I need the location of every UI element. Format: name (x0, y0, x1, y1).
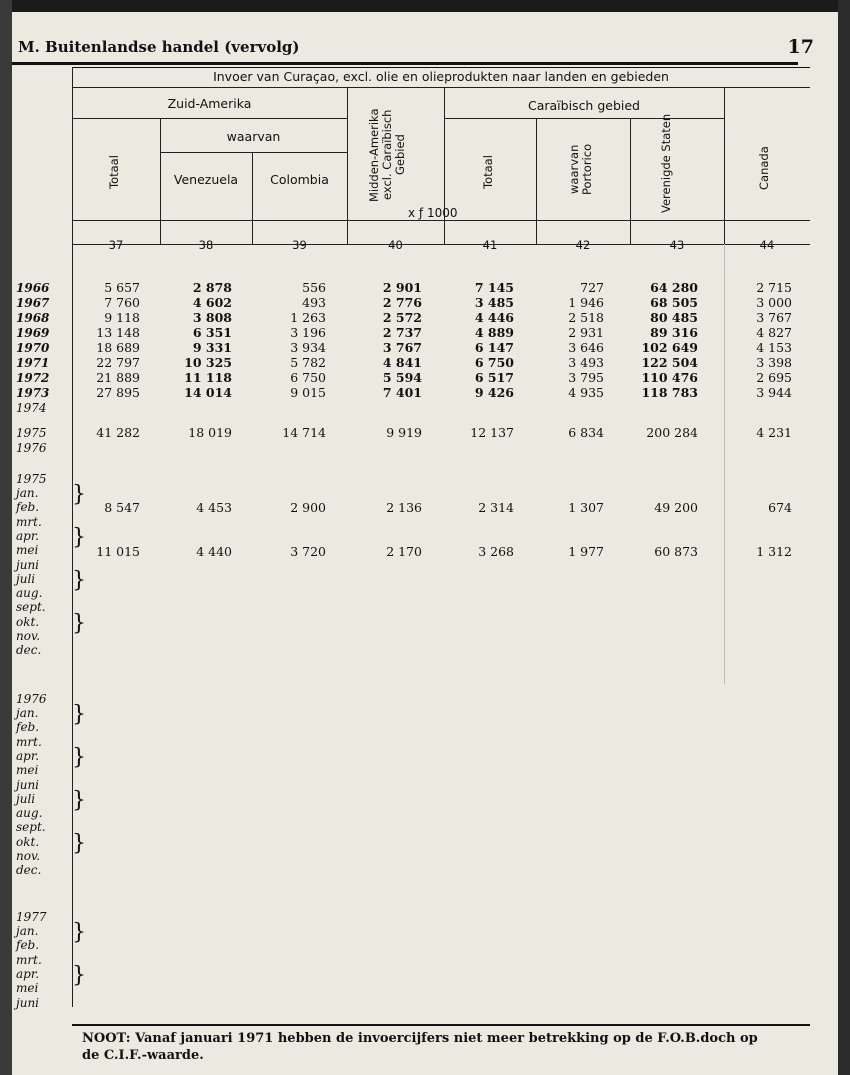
colnum-41: 41 (482, 238, 498, 252)
table-cell: 2 737 (382, 325, 422, 340)
table-cell: 9 118 (104, 310, 140, 325)
table-cell: 3 808 (192, 310, 232, 325)
heading-totaal-sa: Totaal (107, 155, 121, 189)
month-label: feb. (16, 938, 40, 953)
month-label: okt. (16, 834, 40, 849)
table-cell: 2 776 (382, 295, 422, 310)
table-cell: 6 750 (290, 370, 326, 385)
table-cell: 2 901 (382, 280, 422, 295)
table-cell: 3 944 (756, 385, 792, 400)
table-cell: 674 (768, 500, 792, 515)
table-cell: 3 485 (474, 295, 514, 310)
colnum-38: 38 (198, 238, 214, 252)
table-cell: 4 602 (192, 295, 232, 310)
table-cell: 2 931 (568, 325, 604, 340)
table-cell: 4 889 (474, 325, 514, 340)
heading-rule (72, 87, 810, 88)
table-cell: 4 841 (382, 355, 422, 370)
month-label: jan. (16, 924, 39, 938)
year-label: 1968 (16, 311, 50, 325)
col-sep-5 (536, 118, 537, 244)
table-cell: 7 145 (474, 280, 514, 295)
table-cell: 60 873 (654, 544, 698, 559)
month-label: mei (16, 981, 39, 996)
year-label: 1966 (16, 281, 50, 295)
quarter-brace: } (72, 482, 86, 507)
col-sep-6 (630, 118, 631, 244)
month-label: nov. (16, 849, 41, 863)
table-cell: 1 946 (568, 295, 604, 310)
table-cell: 122 504 (641, 355, 698, 370)
heading-canada: Canada (757, 146, 771, 190)
month-label: okt. (16, 614, 40, 629)
page-title: M. Buitenlandse handel (vervolg) (18, 38, 300, 56)
month-label: juli (16, 791, 36, 806)
sa-group-rule (72, 118, 347, 119)
table-cell: 10 325 (184, 355, 232, 370)
table-cell: 200 284 (646, 425, 698, 440)
table-cell: 1 312 (756, 544, 792, 559)
table-cell: 41 282 (96, 425, 140, 440)
month-label: dec. (16, 863, 42, 878)
quarter-brace: } (72, 787, 86, 813)
table-cell: 3 268 (478, 544, 514, 559)
table-cell: 4 827 (756, 325, 792, 340)
quarter-brace: } (72, 524, 86, 550)
main-heading: Invoer van Curaçao, excl. olie en olieprodukten naar landen en gebieden (213, 69, 669, 84)
unit-label: x ƒ 1000 (408, 206, 458, 220)
table-cell: 1 263 (290, 310, 326, 325)
month-label: aug. (16, 586, 43, 601)
quarter-brace: } (72, 702, 86, 727)
table-cell: 4 935 (568, 385, 604, 400)
month-label: jan. (16, 706, 39, 720)
quarter-brace: } (72, 567, 86, 593)
header-bottom-rule (72, 220, 810, 221)
table-cell: 2 518 (568, 310, 604, 325)
bottom-rule (72, 1024, 810, 1026)
month-label: juli (16, 571, 36, 586)
table-cell: 27 895 (96, 385, 140, 400)
heading-caribbean: Caraïbisch gebied (527, 98, 640, 113)
month-label: apr. (16, 966, 40, 981)
year-label: 1973 (16, 386, 50, 400)
colnum-40: 40 (388, 238, 403, 252)
scan-edge-right (838, 0, 850, 1075)
table-cell: 5 657 (104, 280, 140, 295)
table-cell: 2 136 (386, 500, 422, 515)
month-label: mrt. (16, 952, 42, 967)
month-label: jan. (16, 486, 39, 500)
table-cell: 64 280 (650, 280, 698, 295)
heading-verenigde-staten: Verenigde Staten (659, 113, 673, 213)
table-cell: 14 014 (184, 385, 232, 400)
month-block-year: 1977 (16, 910, 47, 924)
table-cell: 12 137 (470, 425, 514, 440)
table-cell: 9 015 (290, 385, 326, 400)
table-cell: 18 019 (188, 425, 232, 440)
year-label: 1971 (16, 356, 50, 370)
table-cell: 11 118 (184, 370, 232, 385)
table-cell: 5 594 (382, 370, 422, 385)
heading-venezuela: Venezuela (173, 172, 239, 187)
year-label: 1976 (16, 441, 47, 455)
table-cell: 68 505 (650, 295, 698, 310)
month-label: mrt. (16, 734, 42, 749)
year-label: 1972 (16, 371, 50, 385)
colnum-42: 42 (575, 238, 591, 252)
table-cell: 2 572 (382, 310, 422, 325)
table-cell: 3 398 (756, 355, 792, 370)
table-cell: 6 517 (474, 370, 514, 385)
year-label: 1969 (16, 326, 50, 340)
month-block-year: 1976 (16, 692, 47, 706)
table-cell: 3 795 (568, 370, 604, 385)
quarter-brace: } (72, 962, 86, 988)
year-label: 1970 (16, 341, 50, 355)
table-cell: 2 878 (192, 280, 232, 295)
month-label: feb. (16, 500, 40, 515)
table-cell: 7 401 (382, 385, 422, 400)
month-label: apr. (16, 748, 40, 763)
table-cell: 556 (302, 280, 326, 295)
table-cell: 2 170 (386, 544, 422, 559)
table-cell: 4 446 (474, 310, 514, 325)
heading-waarvan: waarvan (226, 129, 281, 144)
table-cell: 6 750 (474, 355, 514, 370)
table-cell: 3 000 (756, 295, 792, 310)
table-cell: 4 453 (196, 500, 232, 515)
table-cell: 22 797 (96, 355, 140, 370)
heading-totaal-car: Totaal (481, 155, 495, 189)
month-label: mei (16, 763, 39, 778)
quarter-brace: } (72, 610, 86, 636)
heading-south-america: Zuid-Amerika (167, 96, 252, 111)
colnum-37: 37 (108, 238, 124, 252)
footnote: NOOT: Vanaf januari 1971 hebben de invoercijfers niet meer betrekking op de F.O.B.doch op de C.I.F.-waarde. (82, 1031, 758, 1063)
year-label: 1967 (16, 296, 50, 310)
quarter-brace: } (72, 830, 86, 856)
table-cell: 9 919 (386, 425, 422, 440)
table-cell: 6 147 (474, 340, 514, 355)
table-cell: 2 715 (756, 280, 792, 295)
colnum-43: 43 (669, 238, 685, 252)
table-cell: 49 200 (654, 500, 698, 515)
colnum-44: 44 (759, 238, 775, 252)
month-label: juni (16, 995, 40, 1010)
table-cell: 3 196 (290, 325, 326, 340)
table-cell: 80 485 (650, 310, 698, 325)
table-cell: 3 767 (382, 340, 422, 355)
month-label: apr. (16, 528, 40, 543)
month-label: juni (16, 777, 40, 792)
table-cell: 2 900 (290, 500, 326, 515)
col-sep-3 (347, 87, 348, 244)
heading-colombia: Colombia (270, 172, 329, 187)
table-cell: 6 834 (568, 425, 604, 440)
year-label: 1975 (16, 426, 47, 440)
table-cell: 11 015 (96, 544, 140, 559)
waarvan-rule (160, 152, 347, 153)
col-sep-7 (724, 87, 725, 244)
table-cell: 4 153 (756, 340, 792, 355)
table-cell: 3 767 (756, 310, 792, 325)
table-cell: 2 314 (478, 500, 514, 515)
month-label: sept. (16, 820, 46, 835)
table-cell: 3 646 (568, 340, 604, 355)
colnum-39: 39 (292, 238, 307, 252)
table-cell: 14 714 (282, 425, 326, 440)
table-cell: 4 231 (756, 425, 792, 440)
top-rule-thin (72, 67, 810, 68)
year-label: 1974 (16, 401, 47, 415)
month-block-year: 1975 (16, 472, 47, 486)
month-label: mei (16, 543, 39, 558)
table-cell: 21 889 (96, 370, 140, 385)
table-cell: 727 (580, 280, 604, 295)
page-number: 17 (787, 36, 814, 58)
table-cell: 1 977 (568, 544, 604, 559)
table-cell: 9 426 (474, 385, 514, 400)
table-cell: 2 695 (756, 370, 792, 385)
month-label: juni (16, 557, 40, 572)
top-rule (12, 62, 798, 65)
table-cell: 3 720 (290, 544, 326, 559)
table-cell: 493 (302, 295, 326, 310)
month-label: dec. (16, 643, 42, 658)
table-cell: 3 934 (290, 340, 326, 355)
month-label: aug. (16, 806, 43, 821)
table-cell: 6 351 (192, 325, 232, 340)
table-cell: 3 493 (568, 355, 604, 370)
month-label: nov. (16, 629, 41, 643)
month-label: feb. (16, 720, 40, 735)
table-cell: 4 440 (196, 544, 232, 559)
table-cell: 5 782 (290, 355, 326, 370)
month-label: mrt. (16, 514, 42, 529)
table-cell: 9 331 (192, 340, 232, 355)
scan-edge-left (0, 0, 12, 1075)
table-cell: 102 649 (641, 340, 698, 355)
table-cell: 118 783 (641, 385, 698, 400)
document-page (12, 12, 838, 1075)
table-cell: 1 307 (568, 500, 604, 515)
quarter-brace: } (72, 920, 86, 945)
heading-midden-amerika: Midden-Amerika excl. Caraïbisch Gebied (367, 108, 407, 202)
table-cell: 13 148 (96, 325, 140, 340)
heading-portorico: waarvan Portorico (567, 143, 594, 195)
col-sep-2 (252, 152, 253, 244)
table-cell: 18 689 (96, 340, 140, 355)
month-label: sept. (16, 600, 46, 615)
table-cell: 110 476 (641, 370, 698, 385)
table-cell: 7 760 (104, 295, 140, 310)
quarter-brace: } (72, 744, 86, 770)
table-cell: 8 547 (104, 500, 140, 515)
table-cell: 89 316 (650, 325, 698, 340)
